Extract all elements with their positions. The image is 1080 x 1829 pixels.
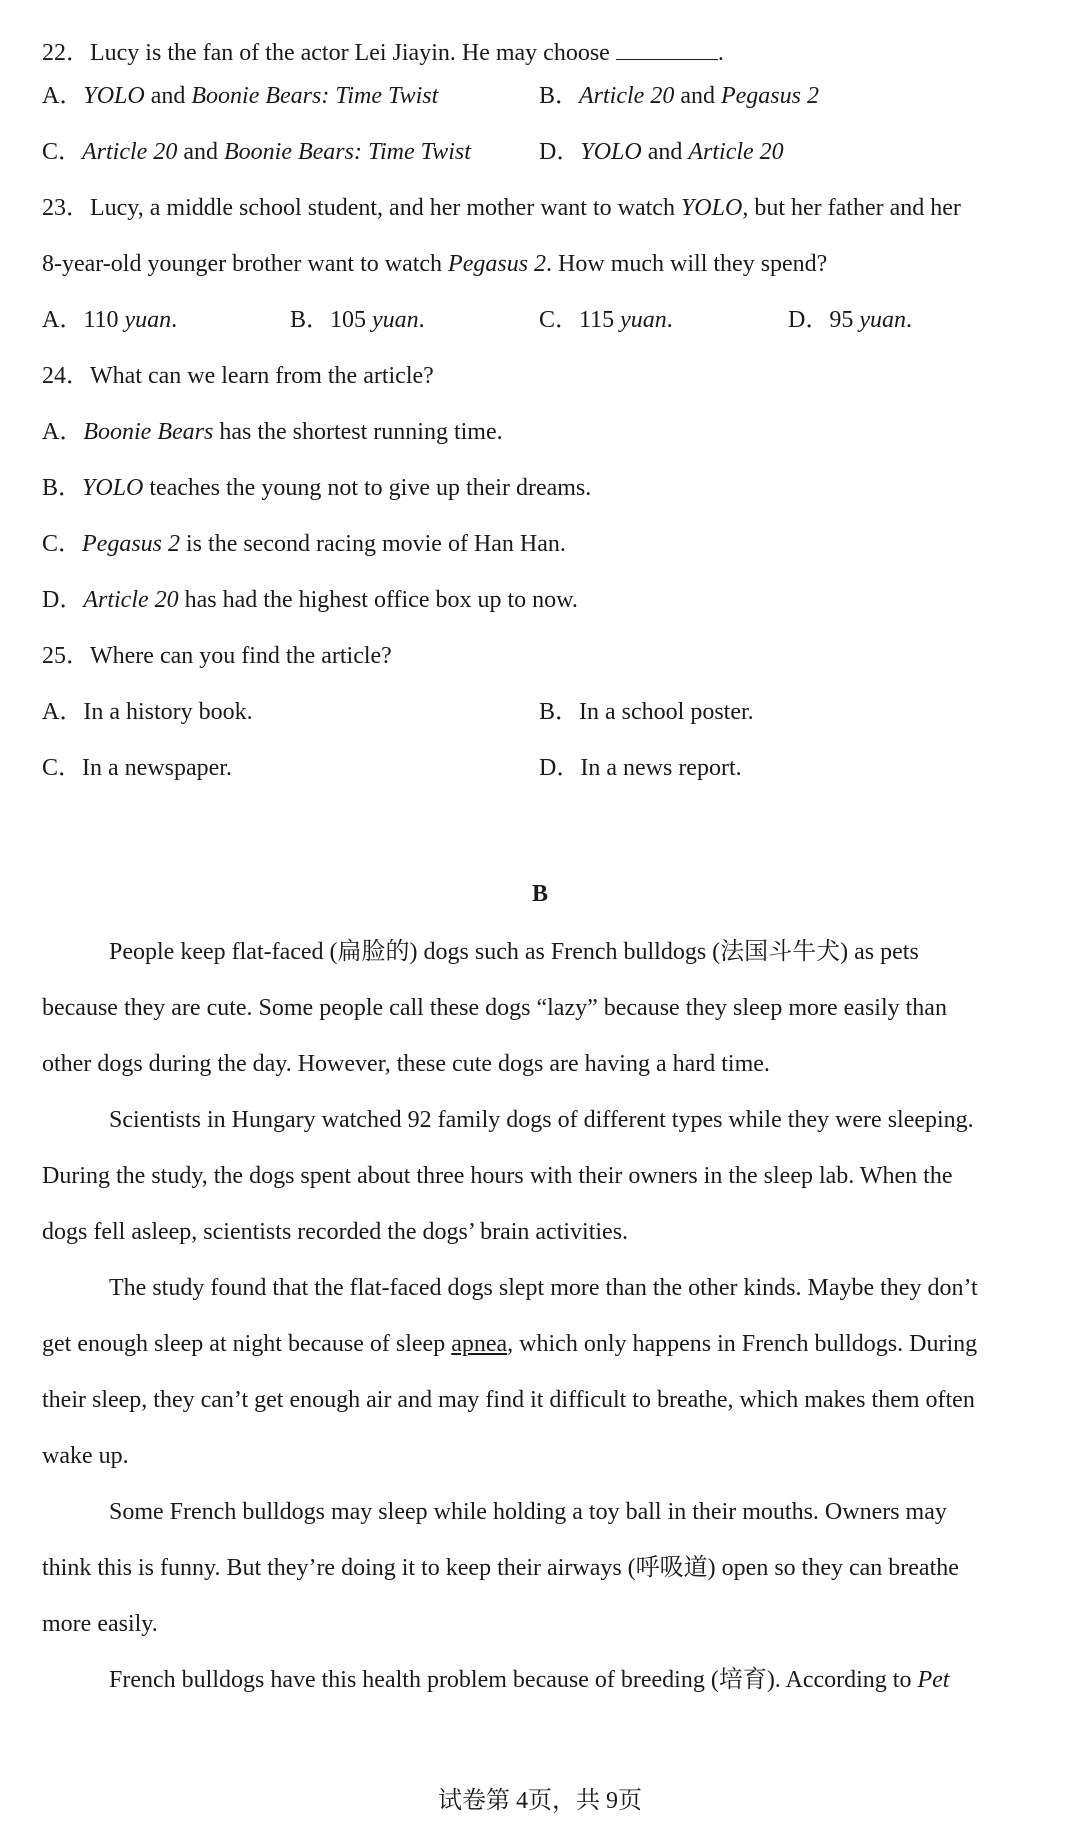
question-23-stem-line-2: 8-year-old younger brother want to watch Pegasus 2. How much will they spend? [42, 251, 828, 277]
section-title: B [531, 881, 548, 907]
passage-p3-line-1: The study found that the flat-faced dogs slept more than the other kinds. Maybe they don’t [109, 1275, 978, 1301]
q22-option-c: C．Article 20 and Boonie Bears: Time Twist [42, 139, 471, 165]
q25-option-b: B．In a school poster. [539, 699, 754, 725]
q25-option-c: C．In a newspaper. [42, 755, 232, 781]
underlined-word-apnea: apnea [451, 1331, 508, 1357]
passage-p4-line-2: think this is funny. But they’re doing it to keep their airways (呼吸道) open so they can breathe [42, 1555, 959, 1581]
q23-option-a: A．110 yuan. [42, 307, 178, 333]
passage-p2-line-2: During the study, the dogs spent about three hours with their owners in the sleep lab. When the [42, 1163, 953, 1189]
q24-option-b: B．YOLO teaches the young not to give up their dreams. [42, 475, 592, 501]
passage-p3-line-4: wake up. [42, 1443, 129, 1469]
passage-p1-line-3: other dogs during the day. However, these cute dogs are having a hard time. [42, 1051, 770, 1077]
q23-option-c: C．115 yuan. [539, 307, 673, 333]
passage-p2-line-3: dogs fell asleep, scientists recorded the dogs’ brain activities. [42, 1219, 629, 1245]
passage-p2-line-1: Scientists in Hungary watched 92 family dogs of different types while they were sleeping. [109, 1107, 974, 1133]
q24-option-c: C．Pegasus 2 is the second racing movie of Han Han. [42, 531, 566, 557]
passage-p4-line-1: Some French bulldogs may sleep while holding a toy ball in their mouths. Owners may [109, 1499, 947, 1525]
q23-option-d: D．95 yuan. [788, 307, 912, 333]
passage-p1-line-1: People keep flat-faced (扁脸的) dogs such as French bulldogs (法国斗牛犬) as pets [109, 939, 919, 965]
question-22-stem: 22．Lucy is the fan of the actor Lei Jiayin. He may choose . [42, 37, 724, 69]
answer-blank [616, 37, 718, 60]
page-footer: 试卷第 4页，共 9页 [438, 1788, 642, 1814]
question-25-stem: 25．Where can you find the article? [42, 643, 392, 669]
q22-option-d: D．YOLO and Article 20 [539, 139, 784, 165]
passage-p3-line-2: get enough sleep at night because of sleep apnea, which only happens in French bulldogs. During [42, 1331, 978, 1357]
q24-option-d: D．Article 20 has had the highest office box up to now. [42, 587, 578, 613]
passage-p3-line-3: their sleep, they can’t get enough air and may find it difficult to breathe, which makes them often [42, 1387, 975, 1413]
passage-p5-line-1: French bulldogs have this health problem because of breeding (培育). According to Pet [109, 1667, 950, 1693]
q22-option-b: B．Article 20 and Pegasus 2 [539, 83, 819, 109]
passage-p1-line-2: because they are cute. Some people call these dogs “lazy” because they sleep more easily than [42, 995, 947, 1021]
q25-option-a: A．In a history book. [42, 699, 253, 725]
q24-option-a: A．Boonie Bears has the shortest running time. [42, 419, 503, 445]
q22-option-a: A．YOLO and Boonie Bears: Time Twist [42, 83, 439, 109]
question-23-stem-line-1: 23．Lucy, a middle school student, and her mother want to watch YOLO, but her father and her [42, 195, 961, 221]
q25-option-d: D．In a news report. [539, 755, 742, 781]
q23-option-b: B．105 yuan. [290, 307, 425, 333]
passage-p4-line-3: more easily. [42, 1611, 158, 1637]
question-24-stem: 24．What can we learn from the article? [42, 363, 434, 389]
